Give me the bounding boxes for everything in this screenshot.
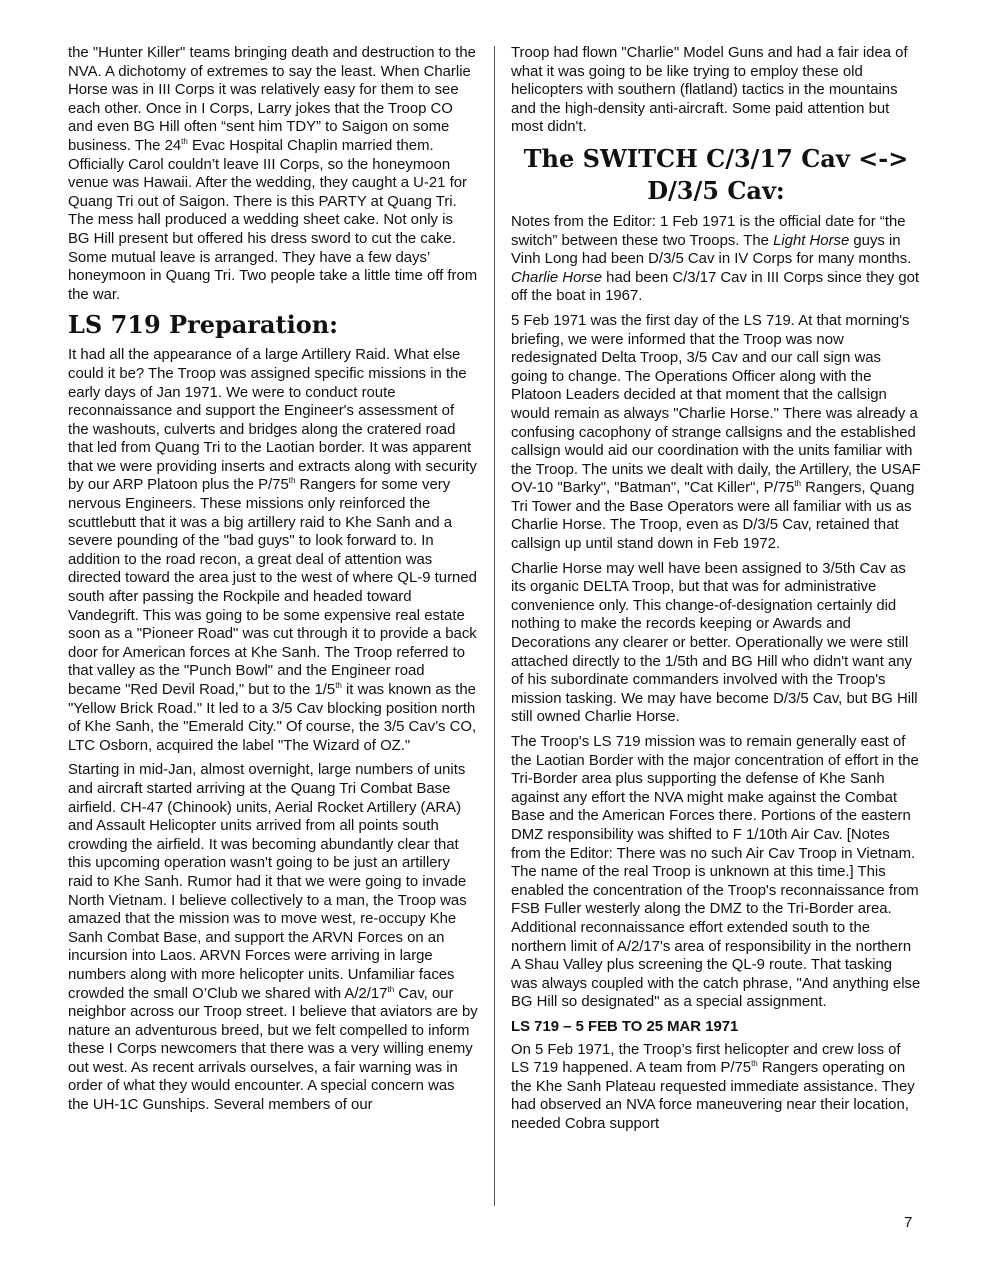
superscript: th	[288, 476, 296, 486]
paragraph-continued: Troop had flown "Charlie" Model Guns and had a fair idea of what it was going to be like trying to employ these old helicopters with southern (flatland) tactics in the mountains and the high-density anti-aircraft. Some paid attention but most didn't.	[511, 45, 908, 136]
superscript: th	[387, 984, 395, 994]
paragraph-wedding	[68, 44, 478, 304]
paragraph-mission: The Troop's LS 719 mission was to remain generally east of the Laotian Border with the major concentration of effort in the Tri-Border area plus supporting the defense of Khe Sanh against any effort the NVA might make against the Combat Base and the American Forces there. Portions of the eastern DMZ responsibility was shifted to F 1/10th Air Cav. [Notes from the Editor: There was no such Air Cav Troop in Vietnam. The name of the real Troop is unknown at this time.] This enabled the concentration of the Troop's reconnaissance from FSB Fuller westerly along the DMZ to the Tri-Border area. Additional reconnaissance effort extended south to the northern limit of A/2/17's area of responsibility in the northern A Shau Valley plus screening the QL-9 route. That tasking was always coupled with the catch phrase, "And anything else BG Hill so designated" as a special assignment.	[511, 734, 921, 1011]
text-run: Notes from the Editor: 1 Feb 1971 is the official date for “the switch” between these two Troops. The	[511, 213, 906, 249]
text-run: the "Hunter Killer" teams bringing death and destruction to the NVA. A dichotomy of extremes to say the least. When Charlie Horse was in III Corps it was relatively easy for them to see each other. Once in I Corps, Larry jokes that the Troop CO and even BG Hill often “sent him TDY” to Saigon on some business. The 24	[68, 45, 476, 154]
text-run: Rangers for some very nervous Engineers. These missions only reinforced the scuttlebutt that it was a big artillery raid to Khe Sanh and a severe pounding of the "bad guys" to look forward to. In addition to the road recon, a great deal of attention was directed toward the area just to the west of where QL-9 turned south after passing the Rockpile and headed toward Vandegrift. This was going to be some expensive real estate soon as a "Pioneer Road" was cut through it to provide a back door for American forces at Khe Sanh. The Troop referred to that valley as the "Punch Bowl" and the Engineer road became "Red Devil Road," but to the 1/5	[68, 477, 477, 698]
text-run: it was known as the "Yellow Brick Road." It led to a 3/5 Cav blocking position north of Khe Sanh, the "Emerald City." Of course, the 3/5 Cav’s CO, LTC Osborn, acquired the label "The Wizard of OZ."	[68, 682, 477, 754]
text-run: Evac Hospital Chaplin married them. Officially Carol couldn’t leave III Corps, so the honeymoon venue was Hawaii. After the wedding, they caught a U-21 for Quang Tri out of Saigon. There is this PARTY at Quang Tri. The mess hall produced a wedding sheet cake. Not only is BG Hill present but offered his dress sword to cut the cake. Some mutual leave is arranged. They have a few days’ honeymoon in Quang Tri. Two people take a little time off from the war.	[68, 137, 478, 303]
paragraph-preparation	[68, 346, 478, 755]
paragraph-organic-troop: Charlie Horse may well have been assigned to 3/5th Cav as its organic DELTA Troop, but that was for administrative convenience only. This change-of-designation certainly did nothing to make the records keeping or Awards and Decorations any clearer or better. Operationally we were still attached directly to the 1/5th and BG Hill who didn't want any of his subordinate commanders involved with the Troop's mission tasking. We may have become D/3/5 Cav, but BG Hill still owned Charlie Horse.	[511, 560, 918, 726]
text-run: Rangers operating on the Khe Sanh Plateau requested immediate assistance. They had observed an NVA force maneuvering near their location, needed Cobra support	[511, 1060, 915, 1132]
heading-ls719-preparation: LS 719 Preparation:	[68, 310, 339, 340]
paragraph-mid-jan	[68, 761, 478, 1114]
superscript: th	[181, 137, 188, 146]
page-number: 7	[904, 1214, 913, 1231]
text-run: On 5 Feb 1971, the Troop’s first helicopter and crew loss of LS 719 happened. A team from P/75	[511, 1041, 901, 1077]
text-run: Rangers, Quang Tri Tower and the Base Operators were all familiar with us as Charlie Horse. The Troop, even as D/3/5 Cav, retained that callsign up until stand down in Feb 1972.	[511, 480, 915, 553]
heading-line: The SWITCH C/3/17 Cav <->	[523, 143, 909, 173]
text-run: Cav, our neighbor across our Troop street. I believe that aviators are by nature an adventurous breed, but we felt compelled to inform these I Corps newcomers that there was a very willing enemy out west. As recent arrivals ourselves, a fair warning was in order of what they would encounter. A special concern was the UH-1C Gunships. Several members of our	[68, 985, 478, 1114]
superscript: th	[751, 1059, 758, 1069]
heading-line: D/3/5 Cav:	[647, 175, 785, 205]
subheading-ls719-dates: LS 719 – 5 FEB TO 25 MAR 1971	[511, 1018, 739, 1035]
superscript: th	[335, 681, 342, 691]
text-run: had been C/3/17 Cav in III Corps since they got off the boat in 1967.	[511, 269, 920, 305]
paragraph-first-day	[511, 312, 921, 554]
paragraph-editor-notes	[511, 213, 921, 306]
right-column	[511, 44, 921, 1139]
text-run: guys in Vinh Long had been D/3/5 Cav in IV Corps for many months.	[511, 232, 912, 268]
text-run: It had all the appearance of a large Artillery Raid. What else could it be? The Troop was assigned specific missions in the early days of Jan 1971. We were to conduct route reconnaissance and support the Engineer's assessment of the washouts, culverts and bridges along the cratered road that led from Quang Tri to the Laotian border. It was apparent that we were providing inserts and extracts along with security by our ARP Platoon plus the P/75	[68, 347, 477, 494]
italic-run: Light Horse	[773, 232, 850, 249]
left-column	[68, 44, 478, 1121]
italic-run: Charlie Horse	[511, 269, 603, 286]
heading-the-switch	[511, 143, 921, 207]
text-run: 5 Feb 1971 was the first day of the LS 719. At that morning's briefing, we were informed that the Troop was now redesignated Delta Troop, 3/5 Cav and our call sign was going to change. The Operations Officer along with the Platoon Leaders decided at that moment that the callsign would remain as always "Charlie Horse." There was already a confusing cacophony of strange callsigns and the established callsign would aid our coordination with the units familiar with the Troop. The units we dealt with daily, the Artillery, the USAF OV-10 "Barky", "Batman", "Cat Killer", P/75	[511, 312, 921, 497]
paragraph-first-loss	[511, 1041, 921, 1134]
superscript: th	[794, 479, 801, 489]
column-divider	[494, 46, 495, 1206]
text-run: Starting in mid-Jan, almost overnight, large numbers of units and aircraft started arriving at the Quang Tri Combat Base airfield. CH-47 (Chinook) units, Aerial Rocket Artillery (ARA) and Assault Helicopter units arrived from all points south crowding the airfield. It was becoming abundantly clear that this upcoming operation wasn't going to be just an artillery raid to Khe Sanh. Rumor had it that we were going to invade North Vietnam. I believe collectively to a man, the Troop was amazed that the mission was to move west, re-occupy Khe Sanh Combat Base, and support the ARVN Forces on an incursion into Laos. ARVN Forces were arriving in large numbers along with more helicopter units. Unfamiliar faces crowded the small O’Club we shared with A/2/17	[68, 762, 467, 1002]
